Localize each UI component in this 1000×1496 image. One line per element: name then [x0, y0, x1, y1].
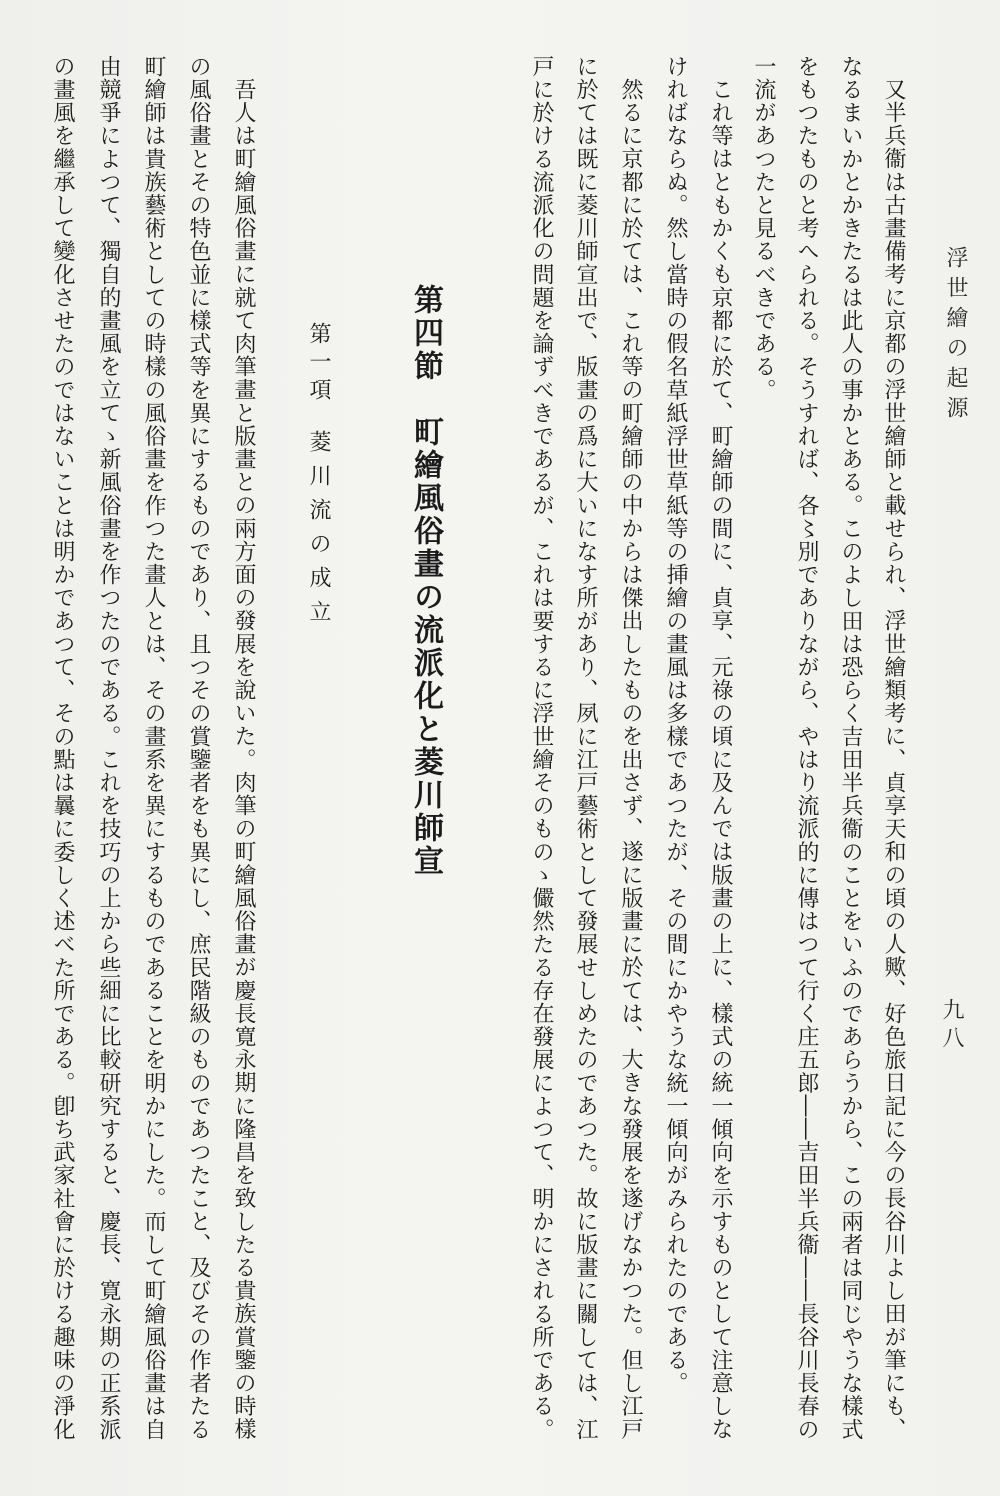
- body-line: 町繪師は貴族藝術としての時樣の風俗畫を作つた畫人とは、その畫系を異にするものであることを明かにした。而して町繪風俗畫は自: [141, 55, 166, 1441]
- subsection-title: 菱川流の成立: [306, 430, 331, 634]
- section-number: 第四節: [408, 284, 443, 383]
- body-line: 然るに京都に於ては、これ等の町繪師の中からは傑出したものを出さず、遂に版畫に於ては、大きな發展を遂げなかつた。但し江戸: [618, 78, 643, 1441]
- body-line: 一流があつたと見るべきである。: [751, 55, 776, 402]
- body-line: に於ては既に菱川師宣出で、版畫の爲に大いになす所があり、夙に江戸藝術として發展せしめたのであつた。故に版畫に關しては、江: [573, 55, 598, 1441]
- body-line: の風俗畫とその特色並に樣式等を異にするものであり、且つその賞鑒者をも異にし、庶民階級のものであつたこと、及びその作者たる: [186, 55, 211, 1441]
- body-line: 戸に於ける流派化の問題を論ずべきであるが、これは要するに浮世繪そのものゝ儼然たる存在發展によつて、明かにされる所である。: [529, 55, 554, 1441]
- body-line: なるまいかとかきたるは此人の事かとある。このよし田は恐らく吉田半兵衞のことをいふのであらうから、この兩者は同じやうな樣式: [838, 55, 863, 1441]
- running-header: 浮世繪の起源: [943, 246, 968, 426]
- body-line: の畫風を繼承して變化させたのではないことは明かであつて、その點は曩に委しく述べた所である。卽ち武家社會に於ける趣味の淨化: [50, 55, 75, 1441]
- body-line: 吾人は町繪風俗畫に就て肉筆畫と版畫との兩方面の發展を說いた。肉筆の町繪風俗畫が慶長寛永期に隆昌を致したる貴族賞鑒の時樣: [231, 78, 256, 1441]
- body-line: 由競爭によつて、獨自的畫風を立てゝ新風俗畫を作つたのである。これを技巧の上から些細に比較研究すると、慶長、寛永期の正系派: [96, 55, 121, 1441]
- body-line: ければならぬ。然し當時の假名草紙浮世草紙等の挿繪の畫風は多樣であつたが、その間にかやうな統一傾向がみられたのである。: [663, 55, 688, 1395]
- body-line: をもつたものと考へられる。そうすれば、各〻別でありながら、やはり流派的に傳はつて行く庄五郎――吉田半兵衞――長谷川長春の: [794, 55, 819, 1441]
- body-line: これ等はともかくも京都に於て、町繪師の間に、貞享、元祿の頃に及んでは版畫の上に、樣式の統一傾向を示すものとして注意しな: [708, 78, 733, 1441]
- section-title: 町繪風俗畫の流派化と菱川師宣: [408, 416, 443, 878]
- body-line: 又半兵衞は古畫備考に京都の浮世繪師と載せられ、浮世繪類考に、貞享天和の頃の人歟、好色旅日記に今の長谷川よし田が筆にも、: [881, 78, 906, 1441]
- subsection-number: 第一項: [306, 322, 331, 406]
- page-number: 九八: [939, 998, 964, 1054]
